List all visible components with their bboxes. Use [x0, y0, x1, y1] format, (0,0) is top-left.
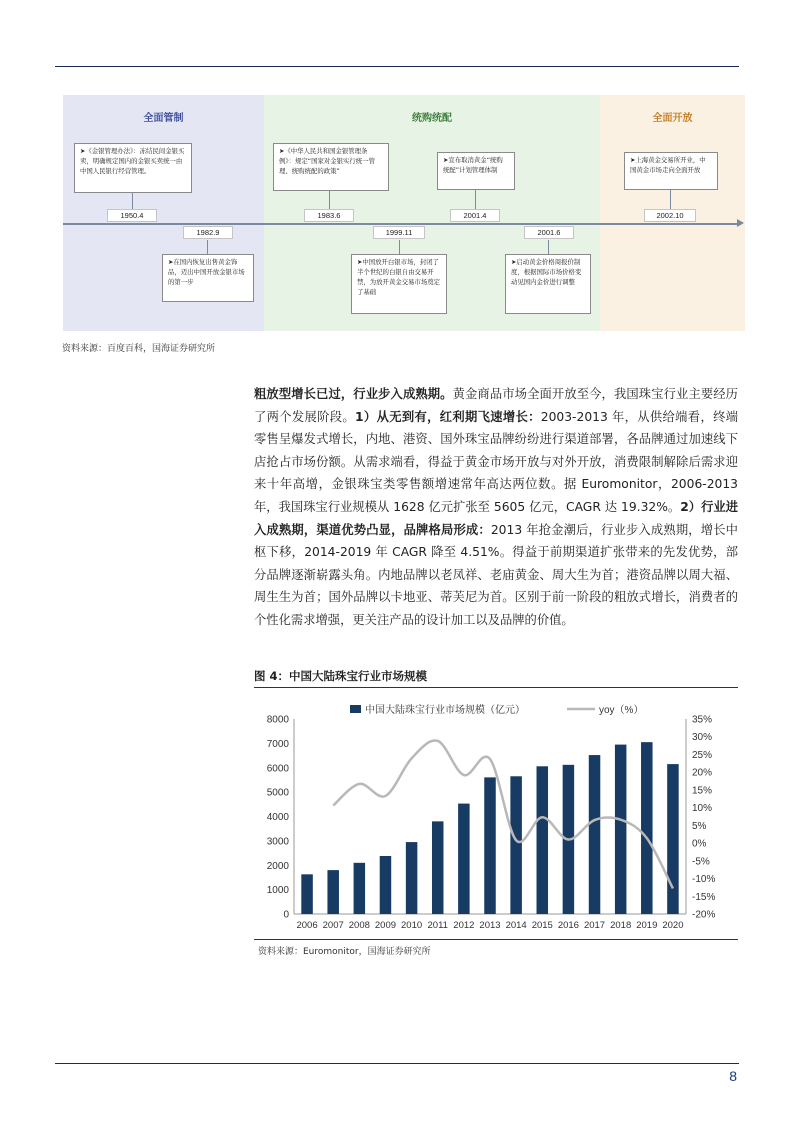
bar — [354, 863, 365, 914]
y-right-tick-label: -15% — [692, 891, 716, 903]
bar — [589, 755, 600, 914]
x-tick-label: 2016 — [557, 920, 579, 931]
bar — [458, 804, 469, 914]
market-size-chart — [254, 690, 738, 938]
timeline-date: 1983.6 — [304, 209, 354, 222]
stage2-text: 2013 年抢金潮后，行业步入成熟期，增长中枢下移，2014-2019 年 CAGR 降至 4.51%。得益于前期渠道扩张带来的先发优势，部分品牌逐渐崭露头角。内地品牌以老凤祥、老庙黄金、周大生为首；港资品牌以周大福、周生生为首；国外品牌以卡地亚、蒂芙尼为首。区别于前一阶段的粗放式增长，消费者的个性化需求增强，更关注产品的设计加工以及品牌的价值。 — [254, 522, 738, 627]
timeline-event: ➤启动黄金价格周报价制度，根据国际市场价格变动见国内金价进行调整 — [505, 254, 591, 314]
timeline-arrow-icon — [737, 219, 744, 227]
bar — [615, 745, 626, 914]
bar — [327, 870, 338, 914]
timeline-event: ➤《中华人民共和国金银管理条例》：规定“国家对金银实行统一管理、统购统配的政策” — [273, 143, 389, 191]
timeline-date: 2001.6 — [524, 226, 574, 239]
y-right-tick-label: 30% — [692, 732, 713, 744]
bar — [484, 777, 495, 914]
stage2-bold: 2）行业进入成熟期，渠道优势凸显，品牌格局形成： — [254, 499, 738, 537]
x-tick-label: 2020 — [662, 920, 684, 931]
legend-bar-swatch — [350, 705, 361, 713]
figure-top-rule — [254, 687, 738, 688]
y-right-tick-label: -10% — [692, 874, 716, 886]
timeline-connector — [132, 193, 133, 209]
timeline-date: 2002.10 — [644, 209, 696, 222]
page-number: 8 — [729, 1068, 737, 1084]
footer-rule — [55, 1063, 739, 1064]
y-left-tick-label: 8000 — [266, 714, 289, 726]
y-right-tick-label: 0% — [692, 838, 707, 850]
x-tick-label: 2013 — [479, 920, 501, 931]
timeline-connector — [399, 240, 400, 254]
figure-title: 图 4：中国大陆珠宝行业市场规模 — [254, 669, 428, 683]
timeline-date: 1950.4 — [107, 209, 157, 222]
x-tick-label: 2008 — [348, 920, 370, 931]
y-left-tick-label: 1000 — [266, 885, 289, 897]
y-left-tick-label: 5000 — [266, 787, 289, 799]
x-tick-label: 2018 — [610, 920, 632, 931]
bar — [301, 874, 312, 914]
figure-source: 资料来源：Euromonitor，国海证券研究所 — [258, 947, 431, 957]
y-right-tick-label: 20% — [692, 767, 713, 779]
bar — [641, 742, 652, 914]
timeline-connector — [475, 190, 476, 209]
y-left-tick-label: 2000 — [266, 860, 289, 872]
timeline-event: ➤《金银管理办法》：冻结民间金银买卖，明确规定国内的金银买卖统一由中国人民银行经营管理。 — [74, 143, 192, 193]
x-tick-label: 2017 — [583, 920, 606, 931]
figure-bottom-rule — [254, 939, 738, 940]
bar — [406, 842, 417, 914]
y-right-tick-label: 25% — [692, 749, 713, 761]
timeline-event: ➤在国内恢复出售黄金饰品，迈出中国开放金银市场的第一步 — [162, 254, 254, 302]
bar — [432, 821, 443, 914]
phase-title: 全面开放 — [652, 113, 693, 124]
stage1-text: 2003-2013 年，从供给端看，终端零售呈爆发式增长，内地、港资、国外珠宝品牌纷纷进行渠道部署，各品牌通过加速线下店抢占市场份额。从需求端看，得益于黄金市场开放与对外开放，消费限制解除后需求迎来十年高增，金银珠宝类零售额增速常年高达两位数。据 Euromonitor，2006-2013 年，我国珠宝行业规模从 1628 亿元扩张至 5605 亿元，CAGR 达 19.32%。 — [254, 409, 738, 514]
legend-bar-label: 中国大陆珠宝行业市场规模（亿元） — [365, 705, 525, 716]
timeline-connector — [329, 191, 330, 209]
y-left-tick-label: 3000 — [266, 836, 289, 848]
x-tick-label: 2007 — [322, 920, 344, 931]
x-tick-label: 2015 — [531, 920, 553, 931]
lead-text: 黄金商品市场全面开放至今，我国珠宝行业主要经历了两个发展阶段。 — [254, 387, 738, 424]
y-right-tick-label: -5% — [692, 856, 710, 868]
timeline-connector — [548, 240, 549, 254]
x-tick-label: 2006 — [296, 920, 318, 931]
bar — [510, 776, 521, 914]
y-right-tick-label: 15% — [692, 785, 713, 797]
timeline-connector — [207, 240, 208, 254]
y-right-tick-label: -20% — [692, 909, 716, 921]
bar — [537, 766, 548, 914]
x-tick-label: 2014 — [505, 920, 527, 931]
timeline-event: ➤中国放开白银市场，封闭了半个世纪的白银自由交易开禁，为放开黄金交易市场奠定了基础 — [351, 254, 447, 314]
y-right-tick-label: 5% — [692, 820, 707, 832]
timeline-date: 1982.9 — [183, 226, 233, 239]
timeline-axis — [63, 223, 739, 225]
timeline-event: ➤宣布取消黄金“统购统配”计划管理体制 — [437, 152, 515, 190]
timeline-source: 资料来源：百度百科，国海证券研究所 — [62, 344, 216, 354]
stage1-bold: 1）从无到有，红利期飞速增长： — [355, 409, 541, 424]
timeline-event: ➤上海黄金交易所开业，中国黄金市场走向全面开放 — [624, 152, 718, 190]
body-paragraph — [254, 383, 738, 632]
timeline-date: 1999.11 — [373, 226, 425, 239]
y-left-tick-label: 6000 — [266, 763, 289, 775]
x-tick-label: 2009 — [374, 920, 397, 931]
phase-title: 统购统配 — [412, 113, 452, 124]
x-tick-label: 2011 — [427, 920, 448, 931]
lead-bold: 粗放型增长已过，行业步入成熟期。 — [254, 387, 453, 401]
bar — [667, 764, 678, 914]
y-left-tick-label: 4000 — [266, 812, 289, 823]
x-tick-label: 2012 — [453, 920, 475, 931]
y-left-tick-label: 0 — [283, 909, 289, 921]
phase-title: 全面管制 — [143, 113, 184, 124]
y-left-tick-label: 7000 — [266, 738, 289, 750]
y-right-tick-label: 35% — [692, 714, 713, 726]
header-rule — [55, 66, 739, 67]
timeline-date: 2001.4 — [450, 209, 500, 222]
y-right-tick-label: 10% — [692, 803, 713, 815]
bar — [380, 856, 391, 914]
legend-line-label: yoy（%） — [599, 705, 644, 716]
x-tick-label: 2010 — [401, 920, 423, 931]
timeline-connector — [670, 190, 671, 209]
x-tick-label: 2019 — [636, 920, 658, 931]
